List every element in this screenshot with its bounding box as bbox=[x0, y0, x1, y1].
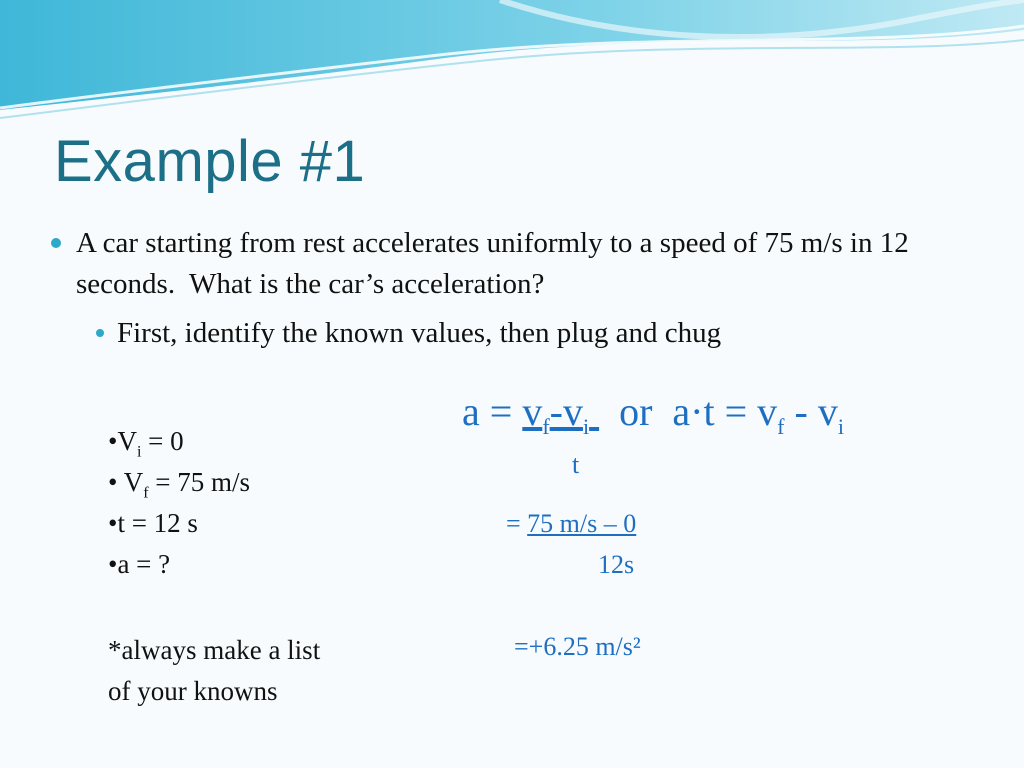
acceleration-formula: $a = v_f-v_i$ or $a\cdot t = v_f - v_i$ bbox=[462, 389, 844, 439]
wave-decoration bbox=[0, 0, 1024, 130]
known-t: •t = 12 s bbox=[108, 508, 198, 538]
instruction-text: First, identify the known values, then plug and chug bbox=[117, 317, 722, 349]
known-vf: • $V_f = 75$ m/s bbox=[108, 467, 251, 502]
work-result: =+6.25 m/s² bbox=[514, 632, 641, 661]
known-vi: $•V_i = 0$ bbox=[108, 426, 184, 461]
knowns-note: *always make a list of your knowns bbox=[108, 635, 321, 706]
bullet-dot-icon bbox=[51, 238, 61, 248]
known-a: •a = ? bbox=[108, 549, 171, 579]
work-denominator: 12s bbox=[598, 550, 635, 579]
work-numerator: = 75 m/s – 0 bbox=[506, 509, 637, 538]
sub-bullet-dot-icon bbox=[96, 329, 104, 337]
slide-title: Example #1 bbox=[54, 129, 366, 194]
formula-denominator: t bbox=[572, 450, 580, 479]
problem-statement: A car starting from rest accelerates uniformly to a speed of 75 m/s in 12 seconds. What is the car’s acceleration? bbox=[76, 227, 909, 300]
